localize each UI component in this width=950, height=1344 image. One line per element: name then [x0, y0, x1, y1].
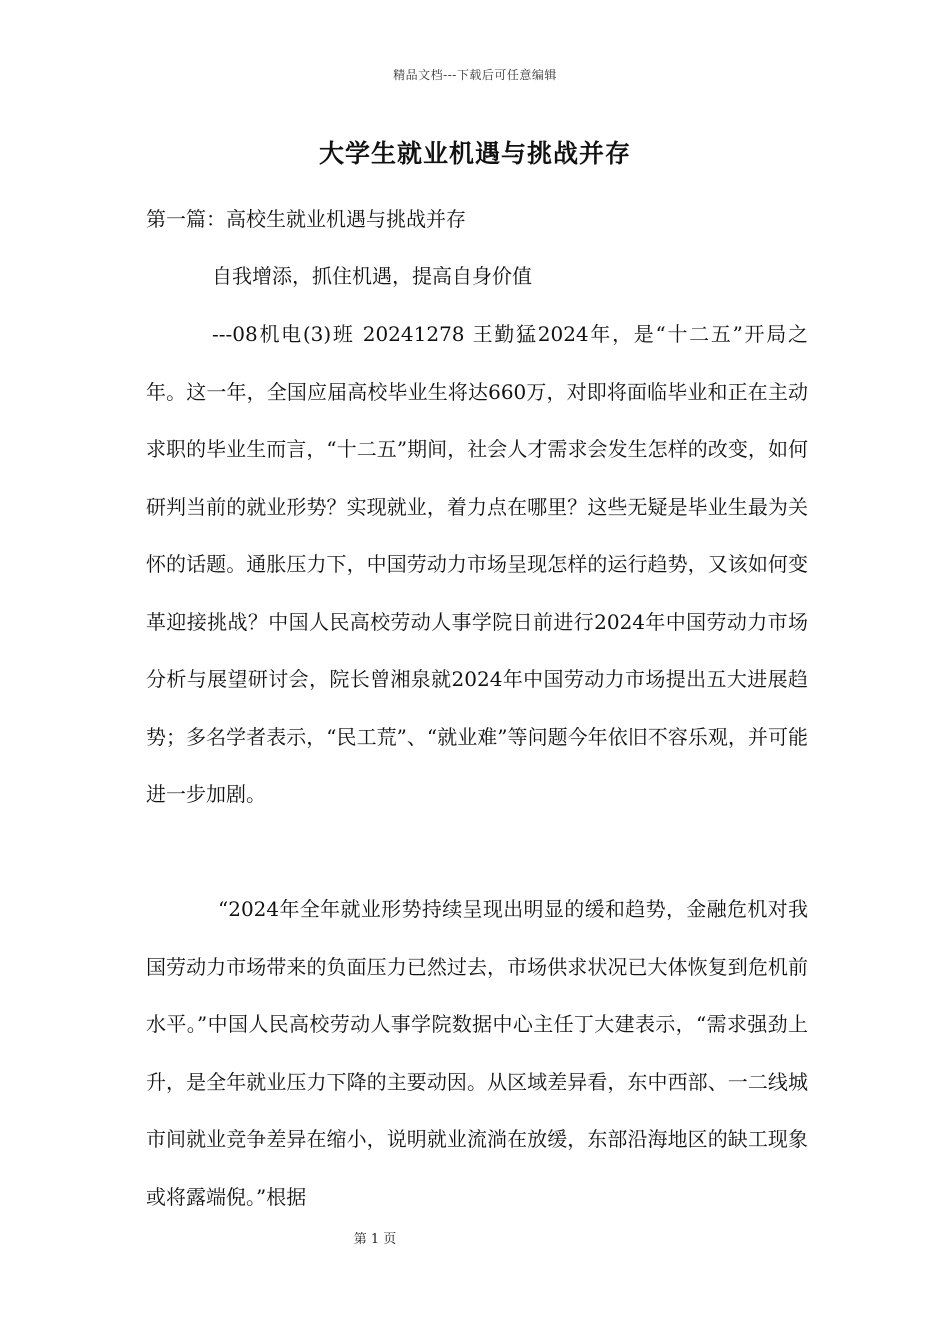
section-heading: 第一篇：高校生就业机遇与挑战并存 — [146, 207, 466, 231]
page-number: 第 1 页 — [353, 1232, 397, 1247]
header-note: 精品文档---下载后可任意编辑 — [393, 68, 557, 82]
body-paragraph: “2024年全年就业形势持续呈现出明显的缓和趋势，金融危机对我国劳动力市场带来的负面压力已然过去，市场供求状况已大体恢复到危机前水平。”中国人民高校劳动人事学院数据中心主任丁大建表示，“需求强劲上升，是全年就业压力下降的主要动因。从区域差异看，东中西部、一二线城市间就业竞争差异在缩小，说明就业流淌在放缓，东部沿海地区的缺工现象或将露端倪。”根据 — [146, 897, 808, 1209]
body-paragraph: ---08机电(3)班 20241278 王勤猛2024年，是“十二五”开局之年。这一年，全国应届高校毕业生将达660万，对即将面临毕业和正在主动求职的毕业生而言，“十二五”期间，社会人才需求会发生怎样的改变，如何研判当前的就业形势？实现就业，着力点在哪里？这些无疑是毕业生最为关怀的话题。通胀压力下，中国劳动力市场呈现怎样的运行趋势，又该如何变革迎接挑战？中国人民高校劳动人事学院日前进行2024年中国劳动力市场分析与展望研讨会，院长曾湘泉就2024年中国劳动力市场提出五大进展趋势；多名学者表示，“民工荒”、“就业难”等问题今年依旧不容乐观，并可能进一步加剧。 — [146, 322, 808, 806]
document-title: 大学生就业机遇与挑战并存 — [318, 139, 631, 168]
document-subtitle: 自我增添，抓住机遇，提高自身价值 — [212, 264, 532, 288]
